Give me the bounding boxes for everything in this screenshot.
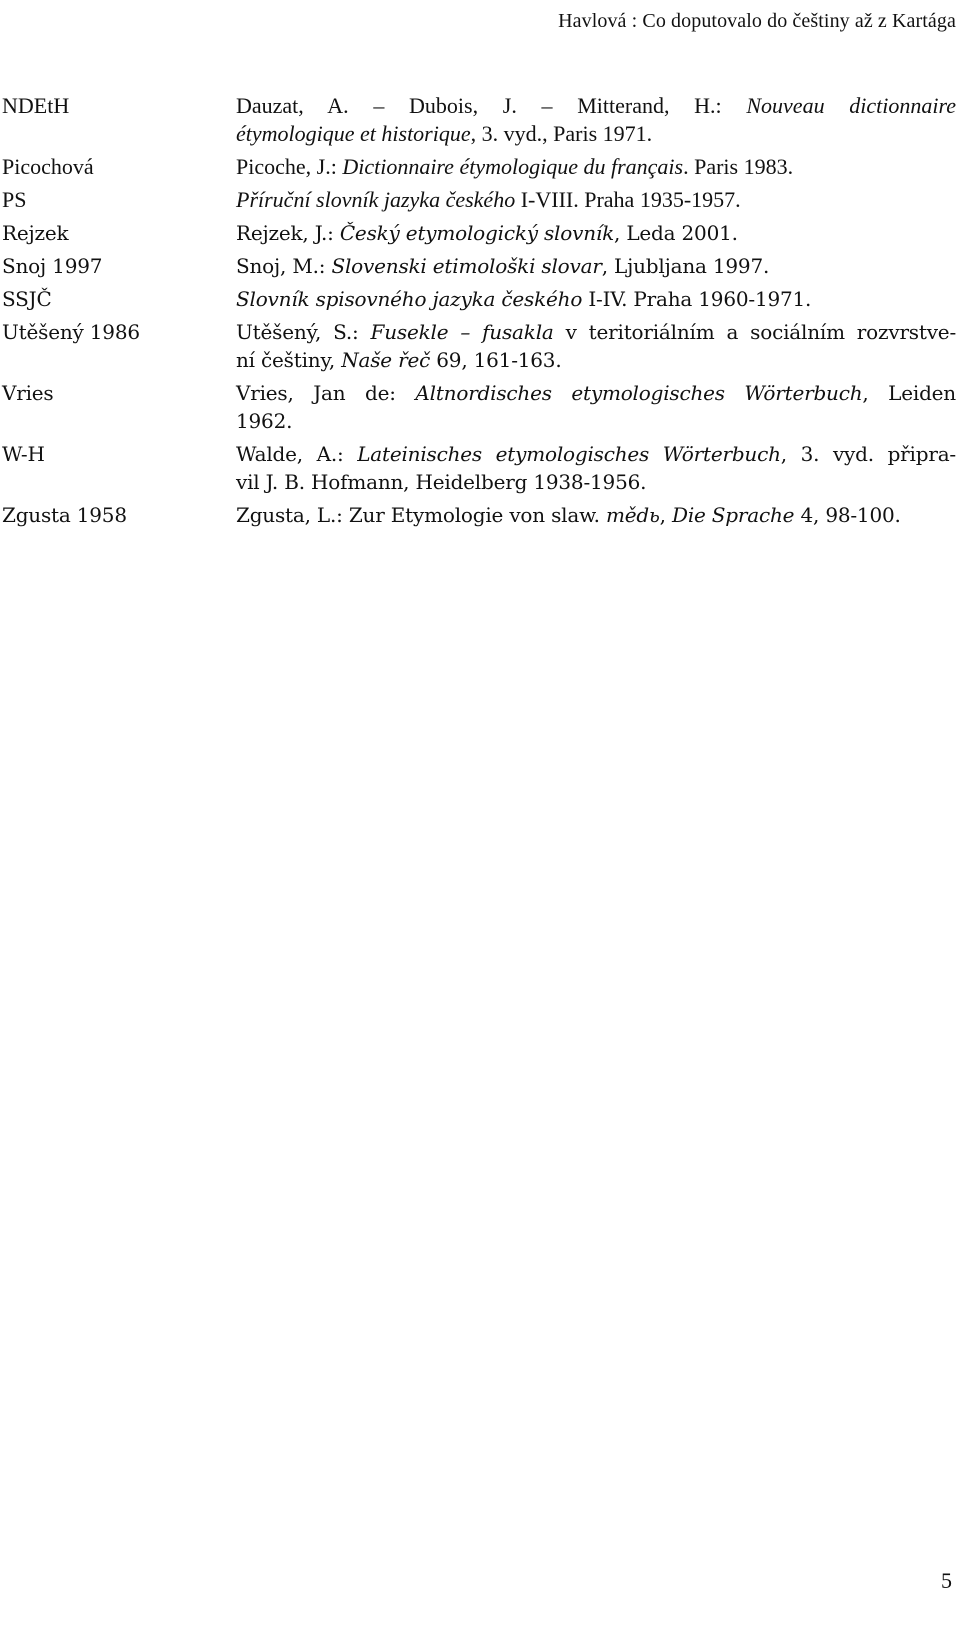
entry-abbreviation: Picochová (2, 154, 94, 179)
running-header: Havlová : Co doputovalo do češtiny až z Kartága (558, 10, 956, 32)
entry-abbreviation: SSJČ (2, 287, 52, 311)
entry-utesny-1986 (2, 318, 956, 374)
entry-picochova (2, 153, 956, 181)
entry-abbreviation: NDEtH (2, 93, 70, 118)
entry-ps (2, 186, 956, 214)
entry-snoj-1997 (2, 252, 956, 280)
entry-reference: Rejzek, J.: Český etymologický slovník, Leda 2001. (236, 221, 738, 245)
entry-reference: Picoche, J.: Dictionnaire étymologique du français. Paris 1983. (236, 154, 794, 179)
entry-reference: Snoj, M.: Slovenski etimološki slovar, Ljubljana 1997. (236, 254, 770, 278)
entry-vries (2, 379, 956, 435)
entry-abbreviation: Snoj 1997 (2, 254, 103, 278)
entry-abbreviation: PS (2, 187, 27, 212)
entry-abbreviation: Vries (2, 381, 54, 405)
entry-ssjc (2, 285, 956, 313)
entry-abbreviation: Zgusta 1958 (2, 503, 127, 527)
entry-rejzek (2, 219, 956, 247)
entry-reference (236, 92, 956, 148)
entry-reference: Slovník spisovného jazyka českého I-IV. Praha 1960-1971. (236, 287, 812, 311)
entry-abbreviation: Rejzek (2, 221, 69, 245)
entry-reference: Příruční slovník jazyka českého I-VIII. Praha 1935-1957. (236, 187, 741, 212)
page-number: 5 (941, 1568, 952, 1593)
entry-reference: Vries, Jan de: Altnordisches etymologisches Wörterbuch, Leiden 1962. (236, 381, 956, 433)
reference-line: Dauzat, A. – Dubois, J. – Mitterand, H.: Nouveau dictionnaire (236, 93, 956, 118)
abbreviation-list (2, 92, 956, 534)
entry-ndeth (2, 92, 956, 148)
reference-line: étymologique et historique, 3. vyd., Paris 1971. (236, 121, 653, 146)
entry-reference: Walde, A.: Lateinisches etymologisches Wörterbuch, 3. vyd. připra- vil J. B. Hofmann, Heidelberg 1938-1956. (236, 442, 956, 494)
entry-abbreviation: Utěšený 1986 (2, 320, 140, 344)
entry-abbreviation: W-H (2, 442, 45, 466)
entry-w-h (2, 440, 956, 496)
entry-zgusta-1958 (2, 501, 956, 529)
entry-reference: Utěšený, S.: Fusekle – fusakla v teritoriálním a sociálním rozvrstve- ní češtiny, Naše řeč 69, 161-163. (236, 320, 956, 372)
entry-reference: Zgusta, L.: Zur Etymologie von slaw. mědь, Die Sprache 4, 98-100. (236, 503, 901, 527)
